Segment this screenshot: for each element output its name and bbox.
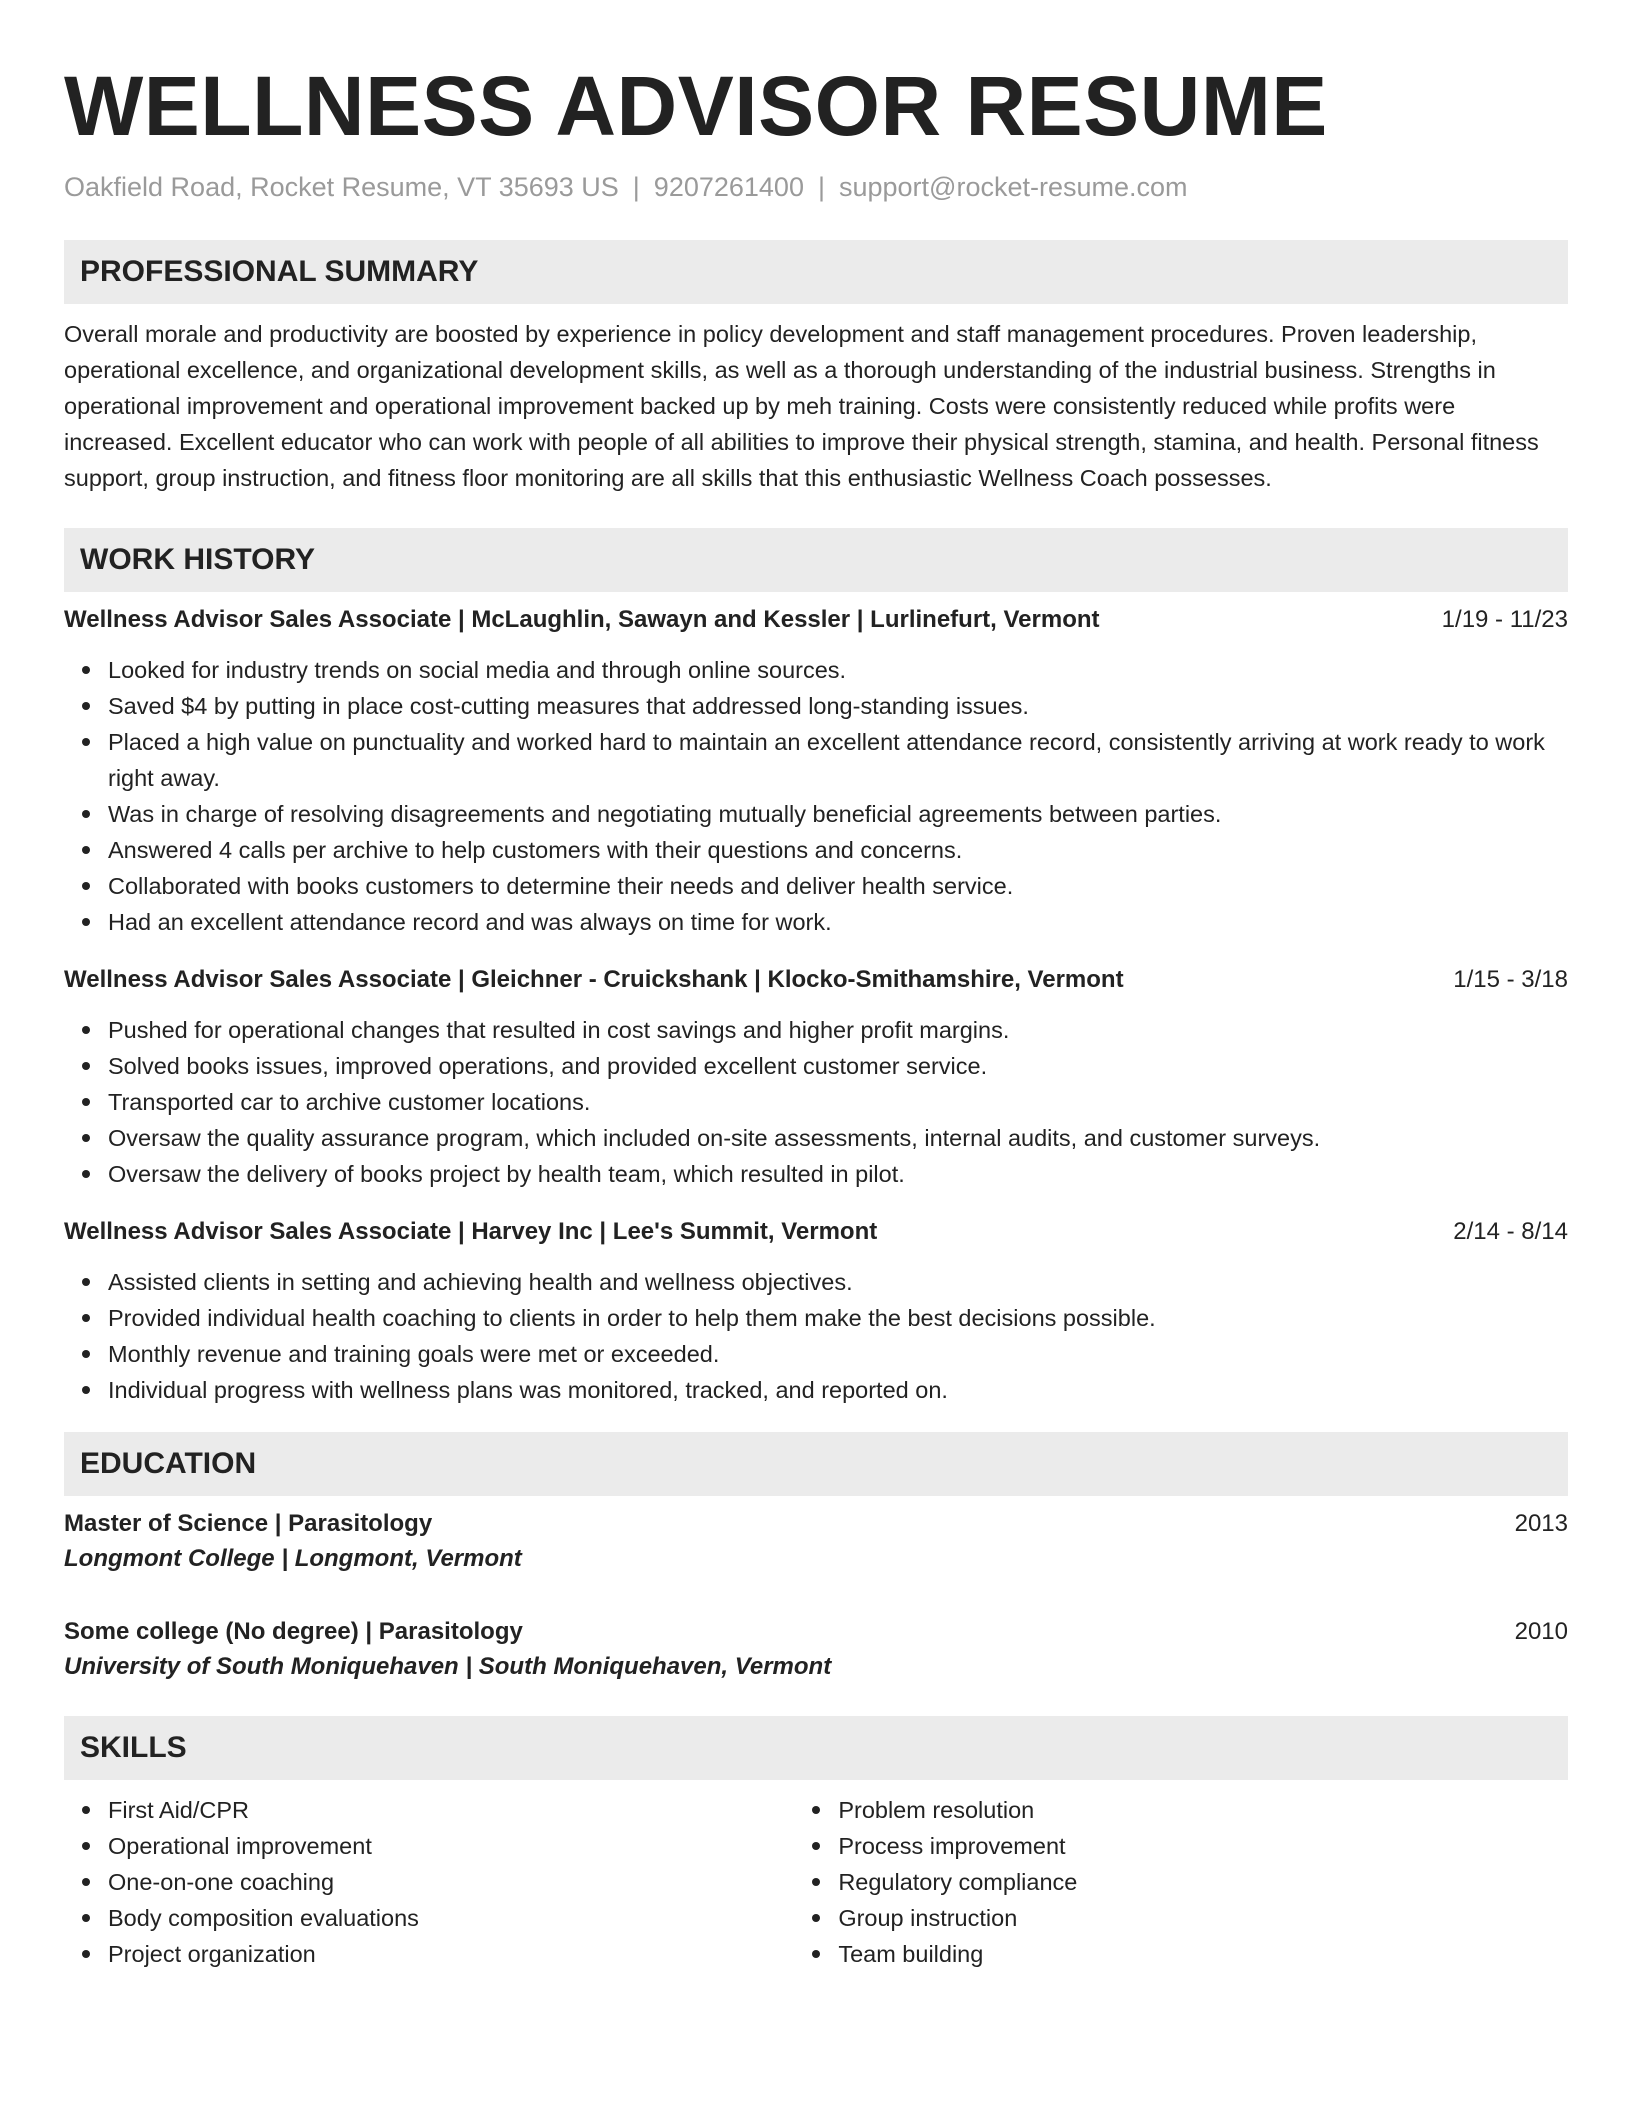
skills-column-left — [64, 1792, 794, 1972]
job-bullets — [64, 652, 1568, 940]
job-title: Wellness Advisor Sales Associate | Harvey Inc | Lee's Summit, Vermont — [64, 1218, 878, 1245]
contact-separator: | — [632, 172, 640, 202]
job-bullet: Provided individual health coaching to clients in order to help them make the best decisions possible. — [108, 1300, 1568, 1336]
job-bullet: Saved $4 by putting in place cost-cutting measures that addressed long-standing issues. — [108, 688, 1568, 724]
job-bullet: Pushed for operational changes that resulted in cost savings and higher profit margins. — [108, 1012, 1568, 1048]
education-entry — [64, 1506, 1568, 1576]
job-bullet: Individual progress with wellness plans was monitored, tracked, and reported on. — [108, 1372, 1568, 1408]
skills-heading: SKILLS — [64, 1716, 1568, 1780]
skill-item: First Aid/CPR — [108, 1792, 794, 1828]
summary-text: Overall morale and productivity are boosted by experience in policy development and staff management procedures. Proven leadership, operational excellence, and organizational development skills, as well as a thorough understanding of the industrial business. Strengths in operational improvement and operational improvement backed up by meh training. Costs were consistently reduced while profits were increased. Excellent educator who can work with people of all abilities to improve their physical strength, stamina, and health. Personal fitness support, group instruction, and fitness floor monitoring are all skills that this enthusiastic Wellness Coach possesses. — [64, 321, 1539, 491]
job-bullet: Was in charge of resolving disagreements and negotiating mutually beneficial agreements between parties. — [108, 796, 1568, 832]
job-bullet: Solved books issues, improved operations, and provided excellent customer service. — [108, 1048, 1568, 1084]
skill-item: Group instruction — [838, 1900, 1568, 1936]
job-bullet: Collaborated with books customers to determine their needs and deliver health service. — [108, 868, 1568, 904]
contact-email: support@rocket-resume.com — [838, 172, 1188, 202]
job-bullet: Answered 4 calls per archive to help customers with their questions and concerns. — [108, 832, 1568, 868]
skills-column-right — [794, 1792, 1568, 1972]
job-bullets — [64, 1012, 1568, 1192]
contact-phone: 9207261400 — [653, 172, 804, 202]
resume-title: WELLNESS ADVISOR RESUME — [64, 59, 1328, 153]
job-dates: 2/14 - 8/14 — [1453, 1218, 1568, 1245]
skill-item: Process improvement — [838, 1828, 1568, 1864]
contact-line — [64, 170, 1568, 204]
education-header — [64, 1614, 1568, 1650]
job-bullet: Monthly revenue and training goals were met or exceeded. — [108, 1336, 1568, 1372]
job-bullet: Had an excellent attendance record and was always on time for work. — [108, 904, 1568, 940]
job-header — [64, 1214, 1568, 1250]
job-entry — [64, 962, 1568, 1192]
job-bullet: Assisted clients in setting and achieving health and wellness objectives. — [108, 1264, 1568, 1300]
job-dates: 1/19 - 11/23 — [1441, 606, 1568, 633]
job-entry — [64, 1214, 1568, 1408]
work-history-heading: WORK HISTORY — [64, 528, 1568, 592]
job-header — [64, 962, 1568, 998]
skills-section — [64, 1716, 1568, 1972]
education-school: Longmont College | Longmont, Vermont — [64, 1545, 522, 1572]
skill-item: One-on-one coaching — [108, 1864, 794, 1900]
skill-item: Operational improvement — [108, 1828, 794, 1864]
education-year: 2010 — [1514, 1618, 1568, 1645]
work-history-section — [64, 528, 1568, 1408]
skill-item: Problem resolution — [838, 1792, 1568, 1828]
skill-item: Regulatory compliance — [838, 1864, 1568, 1900]
education-entry — [64, 1614, 1568, 1684]
education-year: 2013 — [1514, 1510, 1568, 1537]
skills-grid — [64, 1792, 1568, 1972]
job-bullet: Looked for industry trends on social media and through online sources. — [108, 652, 1568, 688]
skill-item: Project organization — [108, 1936, 794, 1972]
job-bullet: Transported car to archive customer locations. — [108, 1084, 1568, 1120]
education-degree: Some college (No degree) | Parasitology — [64, 1618, 523, 1645]
summary-heading: PROFESSIONAL SUMMARY — [64, 240, 1568, 304]
job-title: Wellness Advisor Sales Associate | Gleichner - Cruickshank | Klocko-Smithamshire, Vermont — [64, 966, 1124, 993]
education-school: University of South Moniquehaven | South Moniquehaven, Vermont — [64, 1653, 832, 1680]
contact-address: Oakfield Road, Rocket Resume, VT 35693 US — [64, 172, 619, 202]
education-header — [64, 1506, 1568, 1542]
job-header — [64, 602, 1568, 638]
contact-separator: | — [817, 172, 825, 202]
job-dates: 1/15 - 3/18 — [1453, 966, 1568, 993]
education-heading: EDUCATION — [64, 1432, 1568, 1496]
education-section — [64, 1432, 1568, 1684]
job-entry — [64, 602, 1568, 940]
education-degree: Master of Science | Parasitology — [64, 1510, 433, 1537]
job-bullets — [64, 1264, 1568, 1408]
job-bullet: Oversaw the delivery of books project by health team, which resulted in pilot. — [108, 1156, 1568, 1192]
skill-item: Body composition evaluations — [108, 1900, 794, 1936]
skill-item: Team building — [838, 1936, 1568, 1972]
summary-section — [64, 240, 1568, 496]
job-title: Wellness Advisor Sales Associate | McLaughlin, Sawayn and Kessler | Lurlinefurt, Vermont — [64, 606, 1100, 633]
job-bullet: Placed a high value on punctuality and worked hard to maintain an excellent attendance record, consistently arriving at work ready to work right away. — [108, 724, 1568, 796]
job-bullet: Oversaw the quality assurance program, which included on-site assessments, internal audits, and customer surveys. — [108, 1120, 1568, 1156]
